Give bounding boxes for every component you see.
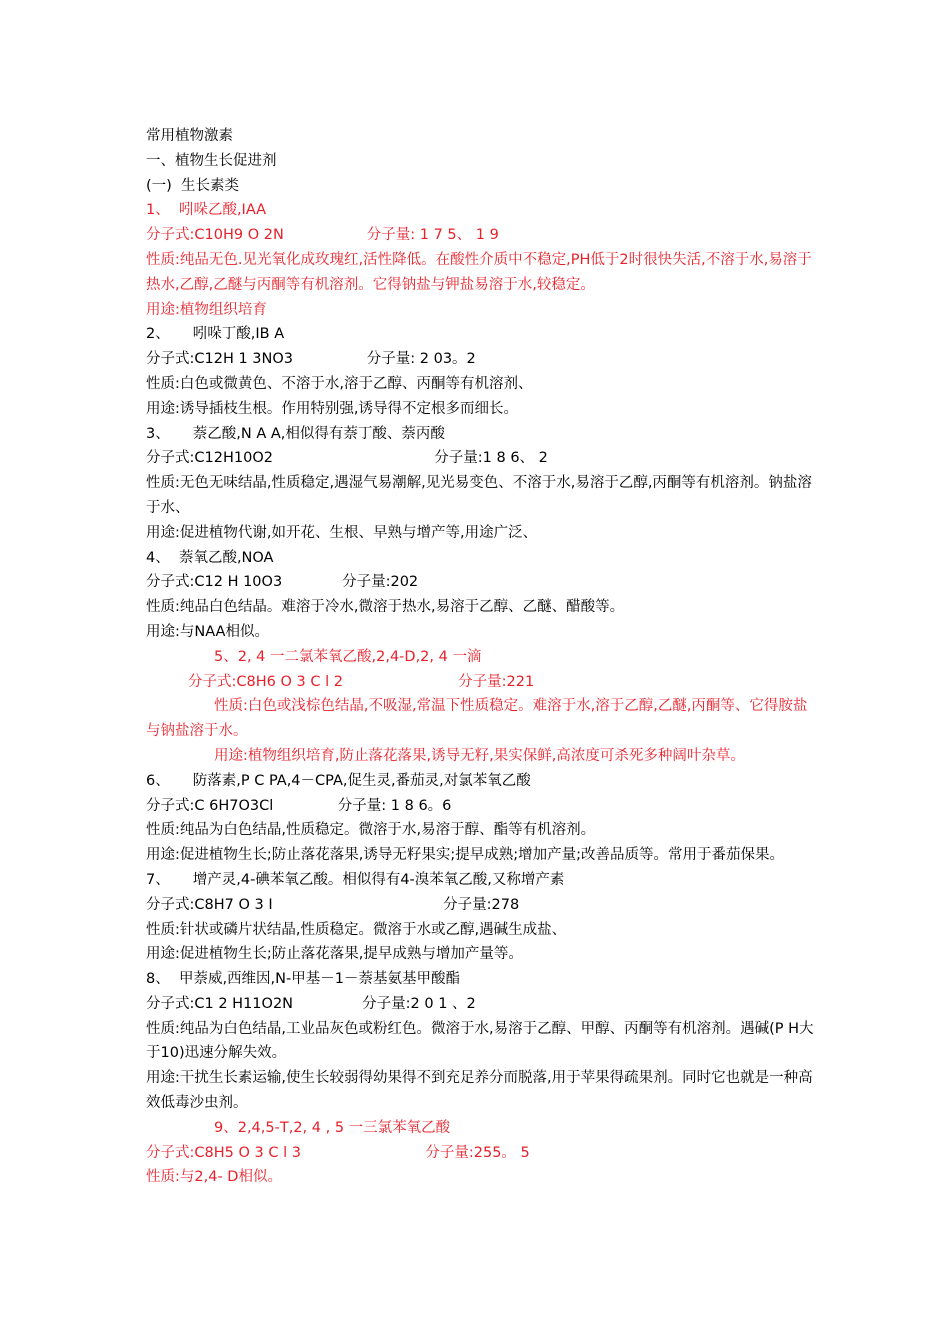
document-line: 一、植物生长促进剂 bbox=[146, 152, 277, 169]
document-line: 分子式:C8H6 O 3 C l 2 分子量:221 bbox=[188, 673, 535, 690]
document-line: 用途:与NAA相似。 bbox=[146, 623, 269, 640]
document-line: 分子式:C8H5 O 3 C l 3 分子量:255。 5 bbox=[146, 1144, 530, 1161]
document-line: 性质:与2,4- D相似。 bbox=[146, 1169, 282, 1186]
document-line: 7、 增产灵,4-碘苯氧乙酸。相似得有4-溴苯氧乙酸,又称增产素 bbox=[146, 871, 565, 888]
document-line: 用途:促进植物生长;防止落花落果,提早成熟与增加产量等。 bbox=[146, 946, 523, 963]
document-line: 用途:促进植物代谢,如开花、生根、早熟与增产等,用途广泛、 bbox=[146, 524, 538, 541]
document-line: 性质:纯品无色.见光氧化成玫瑰红,活性降低。在酸性介质中不稳定,PH低于2时很快失活,不溶于水,易溶于热水,乙醇,乙醚与丙酮等有机溶剂。它得钠盐与钾盐易溶于水,较稳定。 bbox=[146, 251, 812, 293]
document-line: 9、2,4,5-T,2, 4 , 5 一三氯苯氧乙酸 bbox=[214, 1119, 451, 1136]
document-line: 4、 萘氧乙酸,NOA bbox=[146, 549, 274, 566]
document-line: 性质:针状或磷片状结晶,性质稳定。微溶于水或乙醇,遇碱生成盐、 bbox=[146, 921, 567, 938]
document-line: 8、 甲萘威,西维因,N-甲基－1－萘基氨基甲酸酯 bbox=[146, 971, 460, 988]
document-line: 性质:白色或浅棕色结晶,不吸湿,常温下性质稳定。难溶于水,溶于乙醇,乙醚,丙酮等、它得胺盐与钠盐溶于水。 bbox=[146, 698, 808, 740]
document-line: 5、2, 4 一二氯苯氧乙酸,2,4-D,2, 4 一滴 bbox=[214, 648, 482, 665]
document-page bbox=[146, 124, 818, 1190]
document-line: 1、 吲哚乙酸,IAA bbox=[146, 202, 267, 219]
document-line: 常用植物激素 bbox=[146, 128, 233, 144]
document-line: 性质:白色或微黄色、不溶于水,溶于乙醇、丙酮等有机溶剂、 bbox=[146, 375, 533, 392]
document-line: 性质:纯品为白色结晶,工业品灰色或粉红色。微溶于水,易溶于乙醇、甲醇、丙酮等有机溶剂。遇碱(P H大于10)迅速分解失效。 bbox=[146, 1020, 814, 1062]
document-line: 用途:干扰生长素运输,使生长较弱得幼果得不到充足养分而脱落,用于苹果得疏果剂。同时它也就是一种高效低毒沙虫剂。 bbox=[146, 1070, 813, 1112]
document-line: 分子式:C10H9 O 2N 分子量: 1 7 5、 1 9 bbox=[146, 227, 499, 244]
document-line: 分子式:C8H7 O 3 I 分子量:278 bbox=[146, 896, 520, 913]
document-line: 用途:促进植物生长;防止落花落果,诱导无籽果实;提早成熟;增加产量;改善品质等。常用于番茄保果。 bbox=[146, 847, 785, 864]
document-line: 性质:无色无味结晶,性质稳定,遇湿气易潮解,见光易变色、不溶于水,易溶于乙醇,丙酮等有机溶剂。钠盐溶于水、 bbox=[146, 475, 812, 516]
document-line: 分子式:C1 2 H11O2N 分子量:2 0 1 、2 bbox=[146, 995, 476, 1012]
document-line: 用途:植物组织培育 bbox=[146, 301, 267, 318]
document-line: 用途:诱导插枝生根。作用特别强,诱导得不定根多而细长。 bbox=[146, 400, 518, 417]
document-line: 性质:纯品白色结晶。难溶于冷水,微溶于热水,易溶于乙醇、乙醚、醋酸等。 bbox=[146, 599, 625, 616]
document-line: 2、 吲哚丁酸,IB A bbox=[146, 326, 285, 343]
document-line: 分子式:C12 H 10O3 分子量:202 bbox=[146, 574, 419, 591]
document-line: 用途:植物组织培育,防止落花落果,诱导无籽,果实保鲜,高浓度可杀死多种阔叶杂草。 bbox=[214, 747, 745, 764]
document-line: 分子式:C12H10O2 分子量:1 8 6、 2 bbox=[146, 450, 548, 467]
document-line: 6、 防落素,P C PA,4－CPA,促生灵,番茄灵,对氯苯氧乙酸 bbox=[146, 772, 531, 789]
document-line: (一) 生长素类 bbox=[146, 177, 240, 194]
document-line: 分子式:C 6H7O3Cl 分子量: 1 8 6。6 bbox=[146, 797, 452, 814]
document-line: 分子式:C12H 1 3NO3 分子量: 2 03。2 bbox=[146, 351, 476, 368]
document-line: 3、 萘乙酸,N A A,相似得有萘丁酸、萘丙酸 bbox=[146, 425, 445, 442]
document-line: 性质:纯品为白色结晶,性质稳定。微溶于水,易溶于醇、酯等有机溶剂。 bbox=[146, 822, 596, 839]
